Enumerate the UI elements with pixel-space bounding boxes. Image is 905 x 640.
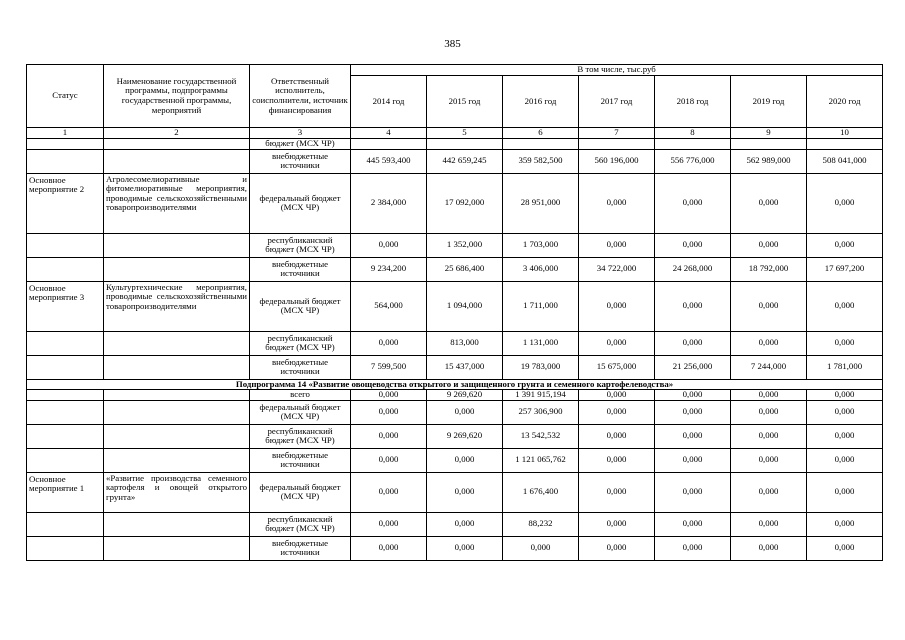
value-cell (579, 138, 655, 149)
value-cell: 0,000 (731, 400, 807, 424)
value-cell: 88,232 (503, 512, 579, 536)
value-cell: 21 256,000 (655, 355, 731, 379)
column-number: 2 (104, 128, 250, 139)
header-year: 2015 год (427, 76, 503, 128)
status-cell (27, 138, 104, 149)
value-cell: 0,000 (427, 448, 503, 472)
measure-name-cell (104, 138, 250, 149)
funding-source-cell: федеральный бюджет (МСХ ЧР) (250, 472, 351, 512)
value-cell: 1 711,000 (503, 281, 579, 331)
value-cell: 0,000 (655, 424, 731, 448)
value-cell: 25 686,400 (427, 257, 503, 281)
value-cell: 9 234,200 (351, 257, 427, 281)
value-cell (427, 138, 503, 149)
value-cell: 0,000 (427, 512, 503, 536)
value-cell: 508 041,000 (807, 149, 883, 173)
value-cell: 15 675,000 (579, 355, 655, 379)
value-cell: 1 131,000 (503, 331, 579, 355)
table-row (27, 448, 883, 472)
value-cell: 17 697,200 (807, 257, 883, 281)
status-cell (27, 149, 104, 173)
value-cell: 0,000 (807, 173, 883, 233)
measure-name-cell (104, 536, 250, 560)
value-cell: 0,000 (807, 400, 883, 424)
value-cell: 1 676,400 (503, 472, 579, 512)
value-cell: 0,000 (807, 448, 883, 472)
value-cell: 24 268,000 (655, 257, 731, 281)
value-cell: 0,000 (731, 390, 807, 401)
column-number: 3 (250, 128, 351, 139)
status-cell (27, 257, 104, 281)
value-cell: 556 776,000 (655, 149, 731, 173)
value-cell: 1 094,000 (427, 281, 503, 331)
value-cell: 0,000 (655, 400, 731, 424)
value-cell: 0,000 (579, 472, 655, 512)
table-row (27, 257, 883, 281)
value-cell: 0,000 (579, 512, 655, 536)
funding-source-cell: федеральный бюджет (МСХ ЧР) (250, 400, 351, 424)
header-year: 2019 год (731, 76, 807, 128)
column-number: 5 (427, 128, 503, 139)
value-cell: 0,000 (427, 400, 503, 424)
measure-name-cell (104, 390, 250, 401)
value-cell: 0,000 (731, 536, 807, 560)
header-status: Статус (27, 65, 104, 128)
value-cell: 13 542,532 (503, 424, 579, 448)
value-cell: 0,000 (351, 233, 427, 257)
value-cell: 15 437,000 (427, 355, 503, 379)
header-responsible: Ответственный исполнитель, соисполнители, источник финансирования (250, 65, 351, 128)
value-cell: 0,000 (503, 536, 579, 560)
value-cell: 0,000 (731, 173, 807, 233)
value-cell: 0,000 (655, 390, 731, 401)
measure-name-cell: «Развитие производства семенного картофеля и овощей открытого грунта» (104, 472, 250, 512)
measure-name-cell: Культуртехнические мероприятия, проводимые сельскохозяйственными товаропроизводителями (104, 281, 250, 331)
table-row (27, 472, 883, 512)
value-cell: 560 196,000 (579, 149, 655, 173)
value-cell: 0,000 (731, 424, 807, 448)
value-cell (655, 138, 731, 149)
value-cell: 0,000 (351, 331, 427, 355)
funding-source-cell: федеральный бюджет (МСХ ЧР) (250, 281, 351, 331)
value-cell: 1 391 915,194 (503, 390, 579, 401)
funding-source-cell: внебюджетные источники (250, 536, 351, 560)
header-year: 2017 год (579, 76, 655, 128)
value-cell: 0,000 (731, 233, 807, 257)
value-cell: 19 783,000 (503, 355, 579, 379)
value-cell: 0,000 (655, 173, 731, 233)
status-cell (27, 390, 104, 401)
value-cell: 0,000 (655, 472, 731, 512)
value-cell: 0,000 (351, 448, 427, 472)
status-cell: Основное мероприятие 3 (27, 281, 104, 331)
column-number: 7 (579, 128, 655, 139)
value-cell: 0,000 (807, 331, 883, 355)
funding-source-cell: внебюджетные источники (250, 149, 351, 173)
header-name: Наименование государственной программы, подпрограммы государственной программы, мероприятий (104, 65, 250, 128)
value-cell: 0,000 (807, 536, 883, 560)
value-cell: 0,000 (655, 281, 731, 331)
column-number: 6 (503, 128, 579, 139)
value-cell: 0,000 (579, 331, 655, 355)
page-number: 385 (444, 38, 461, 50)
value-cell: 0,000 (807, 390, 883, 401)
value-cell: 0,000 (731, 472, 807, 512)
value-cell: 1 781,000 (807, 355, 883, 379)
table-row (27, 390, 883, 401)
funding-source-cell: внебюджетные источники (250, 257, 351, 281)
table-row (27, 536, 883, 560)
value-cell: 0,000 (807, 281, 883, 331)
value-cell: 0,000 (807, 233, 883, 257)
status-cell (27, 512, 104, 536)
financing-table (26, 64, 883, 561)
funding-source-cell: всего (250, 390, 351, 401)
value-cell: 3 406,000 (503, 257, 579, 281)
table-row (27, 512, 883, 536)
table-row (27, 233, 883, 257)
table-row (27, 149, 883, 173)
value-cell: 0,000 (351, 400, 427, 424)
value-cell: 0,000 (655, 536, 731, 560)
measure-name-cell (104, 400, 250, 424)
funding-source-cell: федеральный бюджет (МСХ ЧР) (250, 173, 351, 233)
status-cell (27, 448, 104, 472)
column-number: 8 (655, 128, 731, 139)
value-cell: 17 092,000 (427, 173, 503, 233)
column-number: 4 (351, 128, 427, 139)
value-cell: 0,000 (351, 424, 427, 448)
value-cell: 1 352,000 (427, 233, 503, 257)
value-cell: 0,000 (351, 390, 427, 401)
value-cell: 0,000 (579, 390, 655, 401)
value-cell: 0,000 (579, 448, 655, 472)
value-cell: 562 989,000 (731, 149, 807, 173)
column-number: 1 (27, 128, 104, 139)
value-cell: 1 703,000 (503, 233, 579, 257)
value-cell: 0,000 (807, 512, 883, 536)
header-year: 2020 год (807, 76, 883, 128)
value-cell: 0,000 (427, 536, 503, 560)
value-cell: 0,000 (351, 512, 427, 536)
value-cell: 359 582,500 (503, 149, 579, 173)
value-cell: 0,000 (731, 331, 807, 355)
status-cell (27, 424, 104, 448)
value-cell: 0,000 (655, 331, 731, 355)
measure-name-cell (104, 257, 250, 281)
value-cell: 0,000 (731, 512, 807, 536)
value-cell: 0,000 (351, 472, 427, 512)
funding-source-cell: республиканский бюджет (МСХ ЧР) (250, 331, 351, 355)
value-cell: 9 269,620 (427, 424, 503, 448)
value-cell: 2 384,000 (351, 173, 427, 233)
funding-source-cell: бюджет (МСХ ЧР) (250, 138, 351, 149)
value-cell: 28 951,000 (503, 173, 579, 233)
status-cell: Основное мероприятие 1 (27, 472, 104, 512)
header-year: 2018 год (655, 76, 731, 128)
table-row (27, 424, 883, 448)
status-cell (27, 233, 104, 257)
value-cell: 813,000 (427, 331, 503, 355)
value-cell (351, 138, 427, 149)
value-cell: 0,000 (579, 536, 655, 560)
value-cell: 7 599,500 (351, 355, 427, 379)
funding-source-cell: республиканский бюджет (МСХ ЧР) (250, 424, 351, 448)
funding-source-cell: внебюджетные источники (250, 448, 351, 472)
measure-name-cell: Агролесомелиоративные и фитомелиоративные мероприятия, проводимые сельскохозяйственными товаропроизводителями (104, 173, 250, 233)
value-cell: 0,000 (655, 233, 731, 257)
value-cell: 0,000 (579, 424, 655, 448)
value-cell: 442 659,245 (427, 149, 503, 173)
value-cell (807, 138, 883, 149)
status-cell (27, 400, 104, 424)
value-cell: 0,000 (579, 281, 655, 331)
value-cell: 0,000 (731, 281, 807, 331)
value-cell: 18 792,000 (731, 257, 807, 281)
status-cell (27, 355, 104, 379)
value-cell: 257 306,900 (503, 400, 579, 424)
status-cell (27, 331, 104, 355)
value-cell: 0,000 (579, 400, 655, 424)
table-row (27, 138, 883, 149)
value-cell: 9 269,620 (427, 390, 503, 401)
status-cell: Основное мероприятие 2 (27, 173, 104, 233)
measure-name-cell (104, 512, 250, 536)
column-number: 10 (807, 128, 883, 139)
value-cell (503, 138, 579, 149)
measure-name-cell (104, 149, 250, 173)
funding-source-cell: внебюджетные источники (250, 355, 351, 379)
value-cell: 0,000 (579, 233, 655, 257)
table-row (27, 173, 883, 233)
funding-source-cell: республиканский бюджет (МСХ ЧР) (250, 512, 351, 536)
table-row (27, 400, 883, 424)
value-cell: 0,000 (807, 472, 883, 512)
status-cell (27, 536, 104, 560)
header-year: 2016 год (503, 76, 579, 128)
value-cell: 0,000 (427, 472, 503, 512)
column-number: 9 (731, 128, 807, 139)
table-row (27, 379, 883, 390)
value-cell: 0,000 (655, 448, 731, 472)
header-year: 2014 год (351, 76, 427, 128)
value-cell: 0,000 (807, 424, 883, 448)
value-cell: 0,000 (655, 512, 731, 536)
value-cell: 0,000 (351, 536, 427, 560)
table-row (27, 355, 883, 379)
value-cell: 0,000 (731, 448, 807, 472)
value-cell: 34 722,000 (579, 257, 655, 281)
measure-name-cell (104, 331, 250, 355)
subprogram-heading: Подпрограмма 14 «Развитие овощеводства открытого и защищенного грунта и семенного картофелеводства» (27, 379, 883, 390)
table-row (27, 331, 883, 355)
value-cell: 564,000 (351, 281, 427, 331)
table-row (27, 281, 883, 331)
value-cell (731, 138, 807, 149)
header-group: В том числе, тыс.руб (351, 65, 883, 76)
measure-name-cell (104, 355, 250, 379)
funding-source-cell: республиканский бюджет (МСХ ЧР) (250, 233, 351, 257)
measure-name-cell (104, 424, 250, 448)
value-cell: 7 244,000 (731, 355, 807, 379)
value-cell: 0,000 (579, 173, 655, 233)
value-cell: 445 593,400 (351, 149, 427, 173)
value-cell: 1 121 065,762 (503, 448, 579, 472)
measure-name-cell (104, 233, 250, 257)
measure-name-cell (104, 448, 250, 472)
